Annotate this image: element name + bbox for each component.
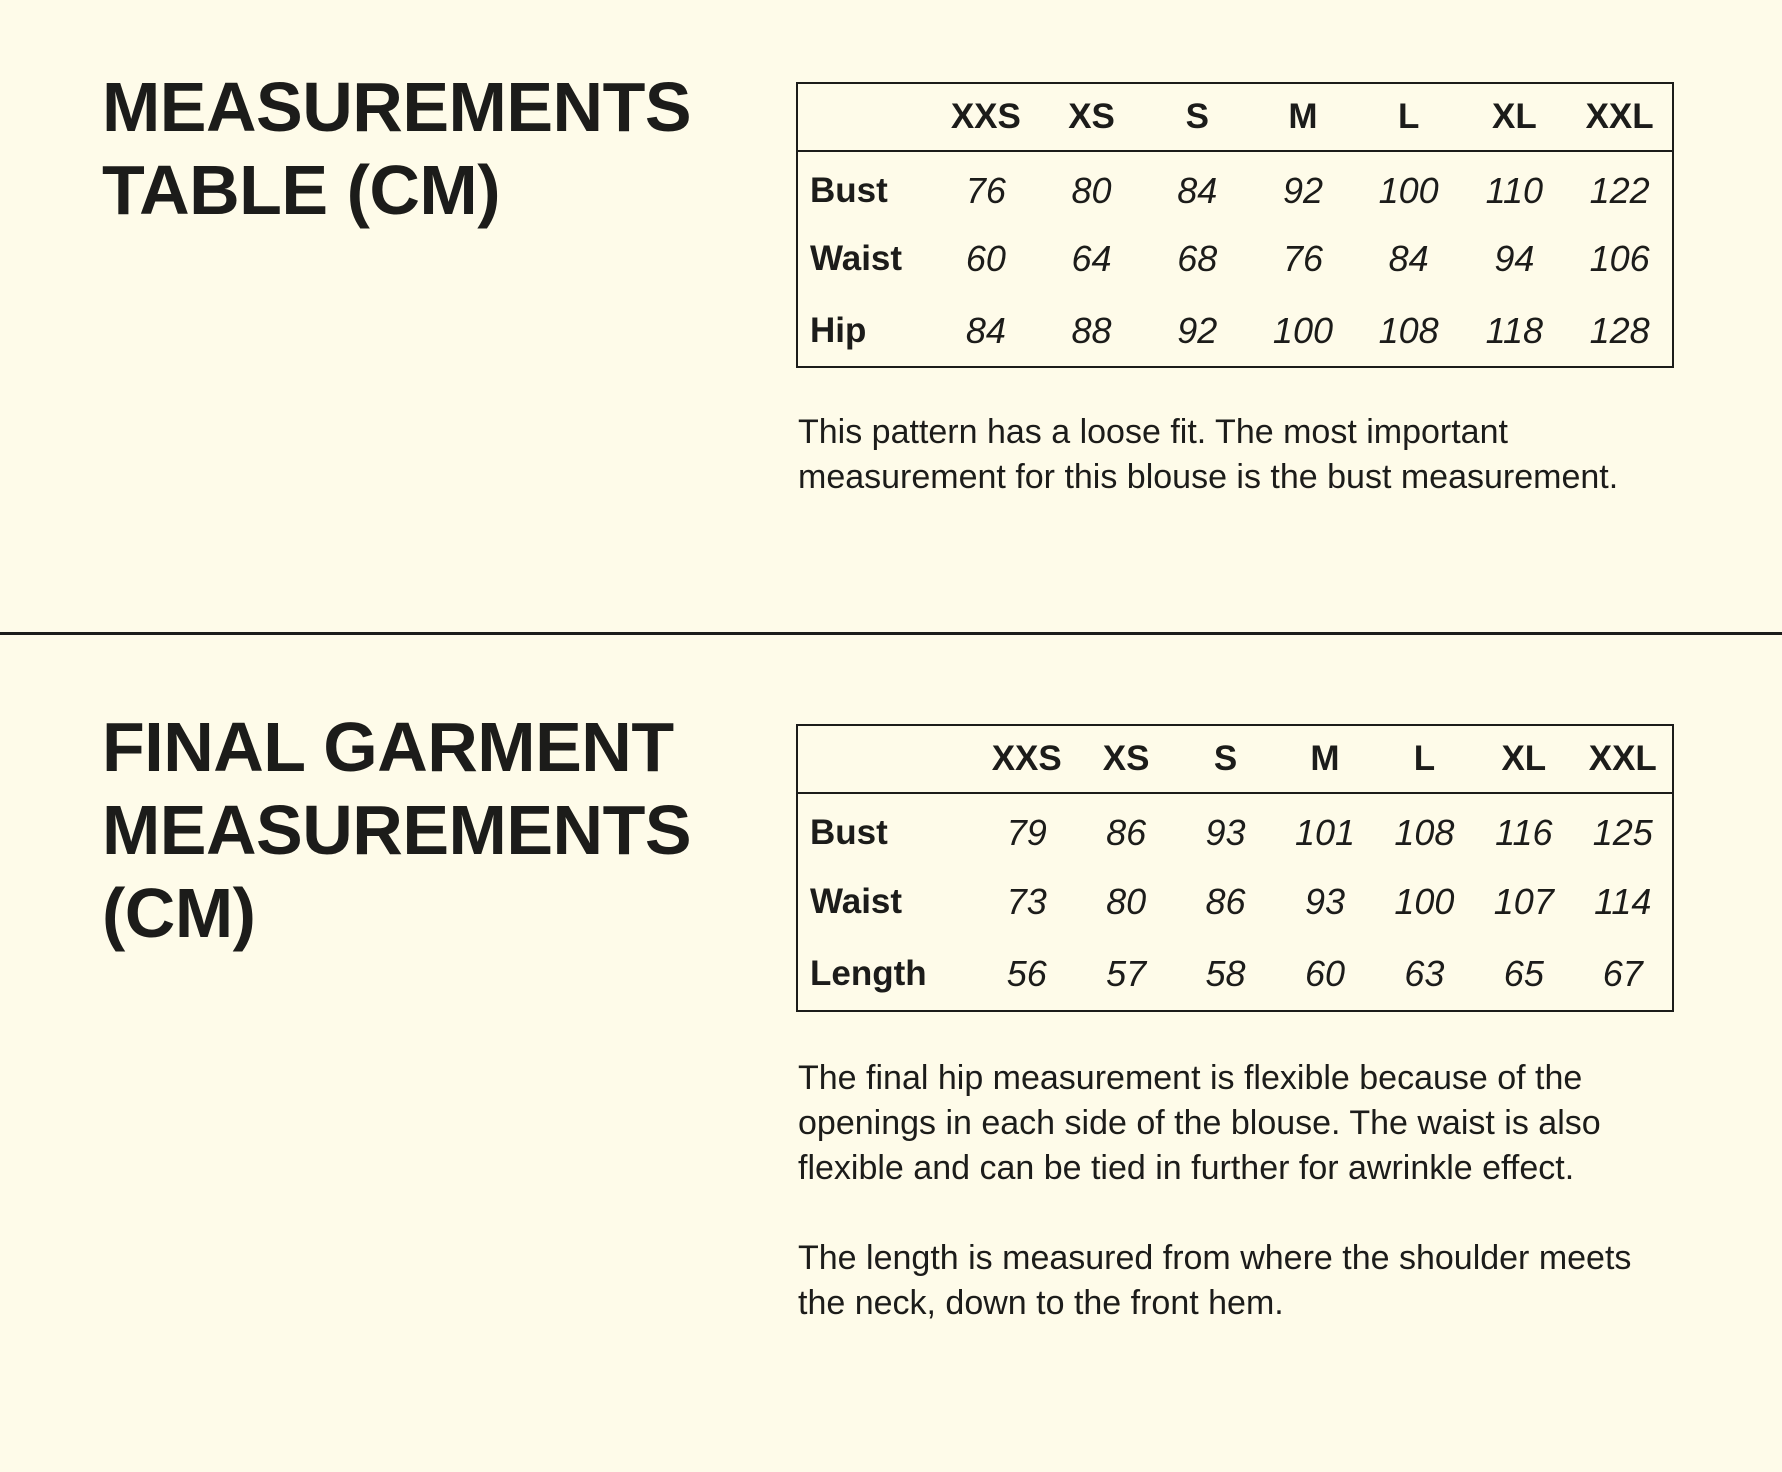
flexibility-note: The final hip measurement is flexible because of the openings in each side of the blouse. The waist is also flexible and can be tied in further for awrinkle effect. — [798, 1059, 1601, 1187]
table-cell: 64 — [1071, 238, 1112, 279]
table-cell: 57 — [1106, 953, 1147, 995]
table-cell: 100 — [1394, 880, 1455, 922]
size-header-s: S — [1185, 97, 1209, 136]
size-header-xxs: XXS — [950, 97, 1021, 136]
size-header-s: S — [1213, 739, 1238, 778]
table-cell: 93 — [1205, 811, 1246, 853]
size-header-m: M — [1288, 97, 1318, 136]
size-header-xl: XL — [1492, 97, 1537, 136]
table-corner-cell — [797, 83, 933, 151]
table-cell: 125 — [1592, 811, 1653, 853]
size-header-xxl: XXL — [1588, 739, 1657, 778]
table-cell: 118 — [1485, 309, 1544, 351]
table-cell: 101 — [1294, 811, 1356, 853]
final-garment-title: FINAL GARMENT MEASUREMENTS (CM) — [102, 708, 692, 952]
row-label: Waist — [810, 239, 903, 278]
table-row-bust — [797, 151, 1673, 223]
fit-note: This pattern has a loose fit. The most important measurement for this blouse is the bust measurement. — [798, 413, 1619, 496]
table-row-waist — [797, 866, 1673, 939]
table-cell: 79 — [1006, 811, 1047, 853]
measurements-title: MEASUREMENTS TABLE (CM) — [102, 68, 692, 229]
final-garment-table — [796, 724, 1674, 1012]
size-header-xl: XL — [1501, 739, 1547, 778]
table-cell: 80 — [1071, 169, 1112, 211]
table-cell: 94 — [1494, 238, 1535, 279]
table-cell: 93 — [1304, 880, 1345, 922]
size-header-xs: XS — [1068, 97, 1115, 136]
size-header-l: L — [1397, 97, 1420, 136]
table-cell: 60 — [965, 238, 1006, 279]
table-cell: 63 — [1404, 953, 1445, 995]
row-label: Bust — [810, 170, 888, 210]
measurements-table — [796, 82, 1674, 368]
table-cell: 108 — [1378, 309, 1439, 351]
table-cell: 106 — [1589, 238, 1650, 279]
size-header-xxl: XXL — [1585, 97, 1654, 136]
table-cell: 108 — [1394, 811, 1455, 853]
table-cell: 100 — [1272, 309, 1333, 351]
table-cell: 84 — [1177, 169, 1218, 211]
table-cell: 76 — [1282, 238, 1323, 279]
final-garment-section — [0, 636, 1782, 1472]
measurements-section — [0, 0, 1782, 632]
table-cell: 68 — [1177, 238, 1218, 279]
table-cell: 84 — [965, 309, 1006, 351]
table-cell: 67 — [1602, 953, 1643, 995]
size-header-l: L — [1413, 739, 1436, 778]
length-note: The length is measured from where the shoulder meets the neck, down to the front hem. — [798, 1239, 1632, 1322]
section-divider — [0, 632, 1782, 635]
table-row-waist — [797, 223, 1673, 295]
row-label: Waist — [810, 881, 903, 921]
row-label: Length — [810, 954, 927, 994]
table-cell: 56 — [1006, 953, 1047, 995]
table-cell: 84 — [1388, 238, 1429, 279]
table-cell: 73 — [1006, 880, 1047, 922]
table-cell: 92 — [1282, 169, 1323, 211]
table-corner-cell — [797, 725, 977, 793]
table-row-hip — [797, 295, 1673, 367]
table-header-row — [797, 725, 1673, 793]
table-cell: 100 — [1378, 169, 1439, 211]
table-header-row — [797, 83, 1673, 151]
table-cell: 76 — [965, 169, 1006, 211]
table-row-bust — [797, 793, 1673, 866]
table-row-length — [797, 938, 1673, 1011]
table-cell: 122 — [1589, 169, 1650, 211]
table-cell: 58 — [1205, 953, 1246, 995]
table-cell: 80 — [1106, 880, 1147, 922]
table-cell: 88 — [1071, 309, 1112, 351]
table-cell: 86 — [1205, 880, 1246, 922]
size-header-xxs: XXS — [991, 739, 1062, 778]
table-cell: 128 — [1589, 309, 1650, 351]
table-cell: 110 — [1485, 169, 1544, 211]
table-cell: 60 — [1304, 953, 1345, 995]
size-header-xs: XS — [1102, 739, 1150, 778]
row-label: Hip — [810, 310, 867, 350]
table-cell: 107 — [1493, 880, 1554, 922]
table-cell: 114 — [1594, 880, 1652, 922]
size-header-m: M — [1310, 739, 1340, 778]
table-cell: 116 — [1495, 811, 1553, 853]
table-cell: 65 — [1503, 953, 1544, 995]
table-cell: 92 — [1177, 309, 1218, 351]
table-cell: 86 — [1106, 811, 1147, 853]
row-label: Bust — [810, 812, 888, 852]
